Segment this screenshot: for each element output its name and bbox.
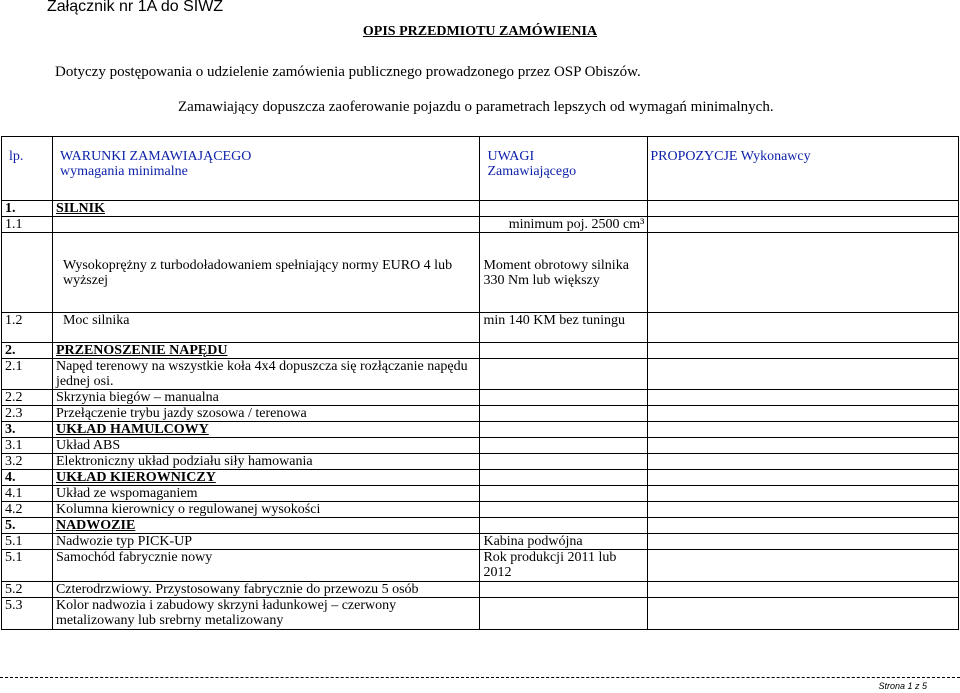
cell-desc: Układ ze wspomaganiem: [52, 486, 480, 502]
header-notes-line2: Zamawiającego: [487, 164, 577, 179]
cell-note: [480, 390, 648, 406]
cell-prop: [648, 550, 959, 582]
cell-lp: 4.1: [2, 486, 53, 502]
cell-lp: 2.1: [2, 359, 53, 390]
table-row: [2, 359, 959, 390]
cell-desc: Samochód fabrycznie nowy: [52, 550, 480, 582]
cell-note: [480, 502, 648, 518]
cell-prop: [648, 233, 959, 313]
cell-prop: [648, 201, 959, 217]
table-row: [2, 438, 959, 454]
cell-desc: UKŁAD HAMULCOWY: [52, 422, 480, 438]
cell-prop: [648, 454, 959, 470]
table-row: [2, 422, 959, 438]
table-row: [2, 406, 959, 422]
table-row: [2, 343, 959, 359]
cell-lp: 2.2: [2, 390, 53, 406]
cell-desc: Napęd terenowy na wszystkie koła 4x4 dopuszcza się rozłączanie napędu jednej osi.: [52, 359, 480, 390]
cell-note: [480, 598, 648, 630]
cell-lp: 3.1: [2, 438, 53, 454]
cell-prop: [648, 582, 959, 598]
cell-lp: 4.2: [2, 502, 53, 518]
cell-prop: [648, 518, 959, 534]
cell-prop: [648, 359, 959, 390]
cell-desc: Przełączenie trybu jazdy szosowa / terenowa: [52, 406, 480, 422]
table-row: [2, 201, 959, 217]
cell-prop: [648, 486, 959, 502]
cell-prop: [648, 343, 959, 359]
cell-note: [480, 406, 648, 422]
cell-note: minimum poj. 2500 cm³: [480, 217, 648, 233]
table-row: [2, 502, 959, 518]
cell-note: [480, 582, 648, 598]
cell-note: [480, 470, 648, 486]
cell-lp: 5.1: [2, 534, 53, 550]
table-row: [2, 518, 959, 534]
document-title: OPIS PRZEDMIOTU ZAMÓWIENIA: [362, 24, 598, 39]
cell-prop: [648, 217, 959, 233]
table-row: [2, 217, 959, 233]
header-notes-line1: UWAGI: [487, 149, 535, 164]
cell-note: [480, 438, 648, 454]
cell-lp: 1.2: [2, 313, 53, 343]
cell-note: [480, 454, 648, 470]
cell-lp: 2.3: [2, 406, 53, 422]
cell-prop: [648, 502, 959, 518]
requirements-table: [1, 136, 959, 630]
header-conditions: [52, 137, 480, 201]
cell-desc: Moc silnika: [52, 313, 480, 343]
cell-prop: [648, 470, 959, 486]
header-conditions-line2: wymagania minimalne: [59, 164, 188, 179]
header-notes: [480, 137, 648, 201]
table-row: [2, 233, 959, 313]
table-row: [2, 534, 959, 550]
cell-desc: [52, 217, 480, 233]
cell-lp: 5.2: [2, 582, 53, 598]
cell-prop: [648, 598, 959, 630]
cell-prop: [648, 406, 959, 422]
footer-divider: [0, 677, 960, 678]
table-row: [2, 550, 959, 582]
cell-note: [480, 343, 648, 359]
cell-prop: [648, 390, 959, 406]
intro-line-2: Zamawiający dopuszcza zaoferowanie pojazdu o parametrach lepszych od wymagań minimalnych.: [178, 99, 774, 115]
cell-note: [480, 359, 648, 390]
cell-desc: Nadwozie typ PICK-UP: [52, 534, 480, 550]
cell-desc: Wysokoprężny z turbodoładowaniem spełniający normy EURO 4 lub wyższej: [52, 233, 480, 313]
cell-desc: Elektroniczny układ podziału siły hamowania: [52, 454, 480, 470]
cell-lp: 5.1: [2, 550, 53, 582]
cell-desc: Kolumna kierownicy o regulowanej wysokości: [52, 502, 480, 518]
cell-lp: 4.: [2, 470, 53, 486]
cell-prop: [648, 422, 959, 438]
cell-desc: UKŁAD KIEROWNICZY: [52, 470, 480, 486]
cell-desc: Układ ABS: [52, 438, 480, 454]
table-header-row: [2, 137, 959, 201]
cell-desc: Czterodrzwiowy. Przystosowany fabrycznie do przewozu 5 osób: [52, 582, 480, 598]
cell-prop: [648, 534, 959, 550]
header-proposals: PROPOZYCJE Wykonawcy: [648, 137, 959, 201]
cell-lp: 1.1: [2, 217, 53, 233]
cell-note: min 140 KM bez tuningu: [480, 313, 648, 343]
annex-label: Załącznik nr 1A do SIWZ: [47, 0, 224, 15]
cell-prop: [648, 313, 959, 343]
table-row: [2, 313, 959, 343]
table-row: [2, 582, 959, 598]
cell-lp: 3.2: [2, 454, 53, 470]
header-lp: lp.: [2, 137, 53, 201]
table-row: [2, 598, 959, 630]
table-row: [2, 454, 959, 470]
cell-desc: Skrzynia biegów – manualna: [52, 390, 480, 406]
cell-desc: NADWOZIE: [52, 518, 480, 534]
table-row: [2, 390, 959, 406]
cell-note: [480, 486, 648, 502]
cell-lp: 1.: [2, 201, 53, 217]
cell-desc: SILNIK: [52, 201, 480, 217]
cell-note: [480, 422, 648, 438]
cell-note: [480, 201, 648, 217]
cell-lp: [2, 233, 53, 313]
header-conditions-line1: WARUNKI ZAMAWIAJĄCEGO: [59, 149, 252, 164]
cell-note: Moment obrotowy silnika 330 Nm lub większy: [480, 233, 648, 313]
intro-line-1: Dotyczy postępowania o udzielenie zamówienia publicznego prowadzonego przez OSP Obiszów.: [55, 64, 641, 80]
cell-lp: 2.: [2, 343, 53, 359]
cell-note: Rok produkcji 2011 lub 2012: [480, 550, 648, 582]
cell-prop: [648, 438, 959, 454]
cell-lp: 5.3: [2, 598, 53, 630]
cell-desc: PRZENOSZENIE NAPĘDU: [52, 343, 480, 359]
table-row: [2, 470, 959, 486]
cell-lp: 3.: [2, 422, 53, 438]
cell-lp: 5.: [2, 518, 53, 534]
table-row: [2, 486, 959, 502]
cell-desc: Kolor nadwozia i zabudowy skrzyni ładunkowej – czerwony metalizowany lub srebrny metalizowany: [52, 598, 480, 630]
cell-note: [480, 518, 648, 534]
cell-note: Kabina podwójna: [480, 534, 648, 550]
page-number: Strona 1 z 5: [878, 681, 927, 691]
